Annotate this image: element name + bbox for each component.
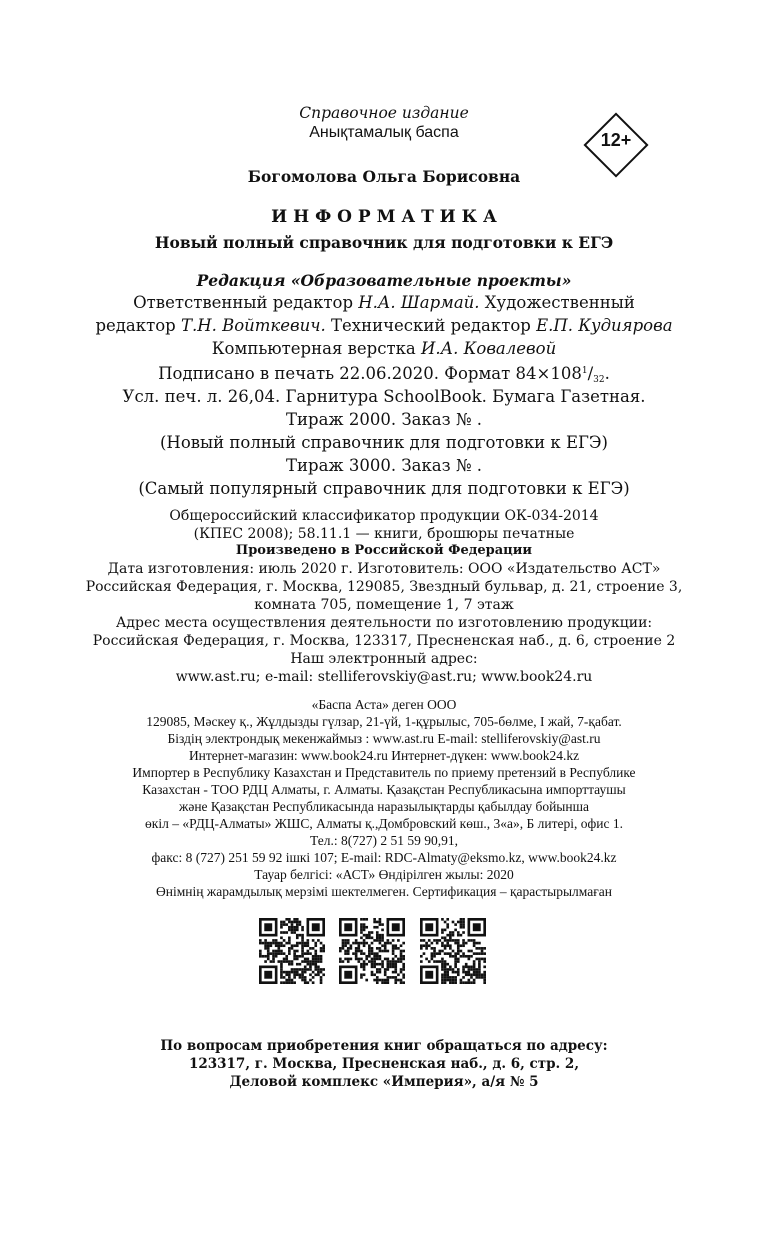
resp-editor-name: Н.А. Шармай. — [358, 293, 480, 312]
format-num: 1 — [581, 366, 588, 376]
editors-line-3 — [0, 339, 768, 358]
run-2: Тираж 3000. Заказ № . — [286, 456, 482, 475]
manufacturer-address-2: комната 705, помещение 1, 7 этаж — [254, 597, 514, 613]
kz-line-5: Импортер в Республику Казахстан и Представитель по приему претензий в Республике — [132, 765, 636, 780]
web-addresses: www.ast.ru; e-mail: stelliferovskiy@ast.ru; www.book24.ru — [175, 669, 593, 685]
footer-line-1: По вопросам приобретения книг обращаться по адресу: — [160, 1038, 608, 1054]
kz-line-8: өкіл – «РДЦ-Алматы» ЖШС, Алматы қ.,Домбровский көш., 3«а», Б литері, офис 1. — [145, 816, 623, 831]
made-in: Произведено в Российской Федерации — [235, 543, 533, 558]
book-subtitle: Новый полный справочник для подготовки к ЕГЭ — [154, 233, 614, 252]
redaction: Редакция «Образовательные проекты» — [196, 271, 572, 290]
production-address-label: Адрес места осуществления деятельности по изготовлению продукции: — [115, 615, 653, 631]
kz-line-3: Біздің электрондық мекенжаймыз : www.ast.ru E-mail: stelliferovskiy@ast.ru — [167, 731, 601, 746]
editors-line-1 — [0, 293, 768, 312]
qr-code-3 — [420, 918, 486, 984]
edition-type-ru: Справочное издание — [299, 104, 469, 122]
format-slash: / — [587, 364, 594, 383]
tech-editor-name: Е.П. Кудиярова — [536, 316, 673, 335]
kz-line-11: Тауар белгісі: «АСТ» Өндірілген жылы: 2020 — [254, 867, 514, 882]
email-label: Наш электронный адрес: — [290, 651, 478, 667]
format-den: 32 — [593, 375, 605, 385]
run-1: Тираж 2000. Заказ № . — [286, 410, 482, 429]
kz-line-9: Тел.: 8(727) 2 51 59 90,91, — [310, 833, 458, 848]
age-rating-text: 12+ — [600, 130, 632, 150]
kz-line-7: және Қазақстан Республикасында наразылықтарды қабылдау бойынша — [179, 799, 589, 814]
art-editor-label-2: редактор — [95, 316, 181, 335]
kz-line-4: Интернет-магазин: www.book24.ru Интернет-дүкен: www.book24.kz — [188, 748, 580, 763]
edition-type-kz: Анықтамалық баспа — [309, 124, 459, 141]
run-2-title: (Самый популярный справочник для подготовки к ЕГЭ) — [138, 479, 630, 498]
kz-line-10: факс: 8 (727) 251 59 92 ішкі 107; E-mail: RDC-Almaty@eksmo.kz, www.book24.kz — [151, 850, 617, 865]
print-sheets: Усл. печ. л. 26,04. Гарнитура SchoolBook. Бумага Газетная. — [122, 387, 646, 406]
tech-editor-label: Технический редактор — [331, 316, 537, 335]
kz-line-1: «Баспа Аста» деген ООО — [311, 697, 457, 712]
kz-line-12: Өнімнің жарамдылық мерзімі шектелмеген. Сертификация – қарастырылмаған — [156, 884, 612, 899]
classifier-line-2: (КПЕС 2008); 58.11.1 — книги, брошюры печатные — [193, 526, 575, 542]
author: Богомолова Ольга Борисовна — [247, 167, 521, 186]
editors-line-2 — [0, 316, 768, 335]
signed-to-print — [0, 364, 768, 385]
art-editor-label-1: Художественный — [484, 293, 635, 312]
production-address: Российская Федерация, г. Москва, 123317, Пресненская наб., д. 6, строение 2 — [92, 633, 676, 649]
qr-code-2 — [339, 918, 405, 984]
run-1-title: (Новый полный справочник для подготовки к ЕГЭ) — [160, 433, 608, 452]
book-title: И Н Ф О Р М А Т И К А — [271, 207, 497, 227]
signed-suffix: . — [604, 364, 610, 383]
art-editor-name: Т.Н. Войткевич. — [180, 316, 326, 335]
qr-code-1 — [259, 918, 325, 984]
manufacture-date: Дата изготовления: июль 2020 г. Изготовитель: ООО «Издательство АСТ» — [107, 561, 661, 577]
layout-name: И.А. Ковалевой — [421, 339, 557, 358]
kz-line-2: 129085, Мәскеу қ., Жұлдызды гүлзар, 21-үй, 1-құрылыс, 705-бөлме, I жай, 7-қабат. — [146, 714, 622, 729]
resp-editor-label: Ответственный редактор — [133, 293, 359, 312]
classifier-line-1: Общероссийский классификатор продукции ОК-034-2014 — [169, 508, 599, 524]
kz-line-6: Казахстан - ТОО РДЦ Алматы, г. Алматы. Қазақстан Республикасына импорттаушы — [142, 782, 626, 797]
footer-line-3: Деловой комплекс «Империя», а/я № 5 — [229, 1074, 539, 1090]
footer-line-2: 123317, г. Москва, Пресненская наб., д. 6, стр. 2, — [188, 1056, 580, 1072]
layout-label: Компьютерная верстка — [211, 339, 421, 358]
signed-prefix: Подписано в печать 22.06.2020. Формат 84×108 — [158, 364, 582, 383]
manufacturer-address-1: Российская Федерация, г. Москва, 129085, Звездный бульвар, д. 21, строение 3, — [85, 579, 683, 595]
